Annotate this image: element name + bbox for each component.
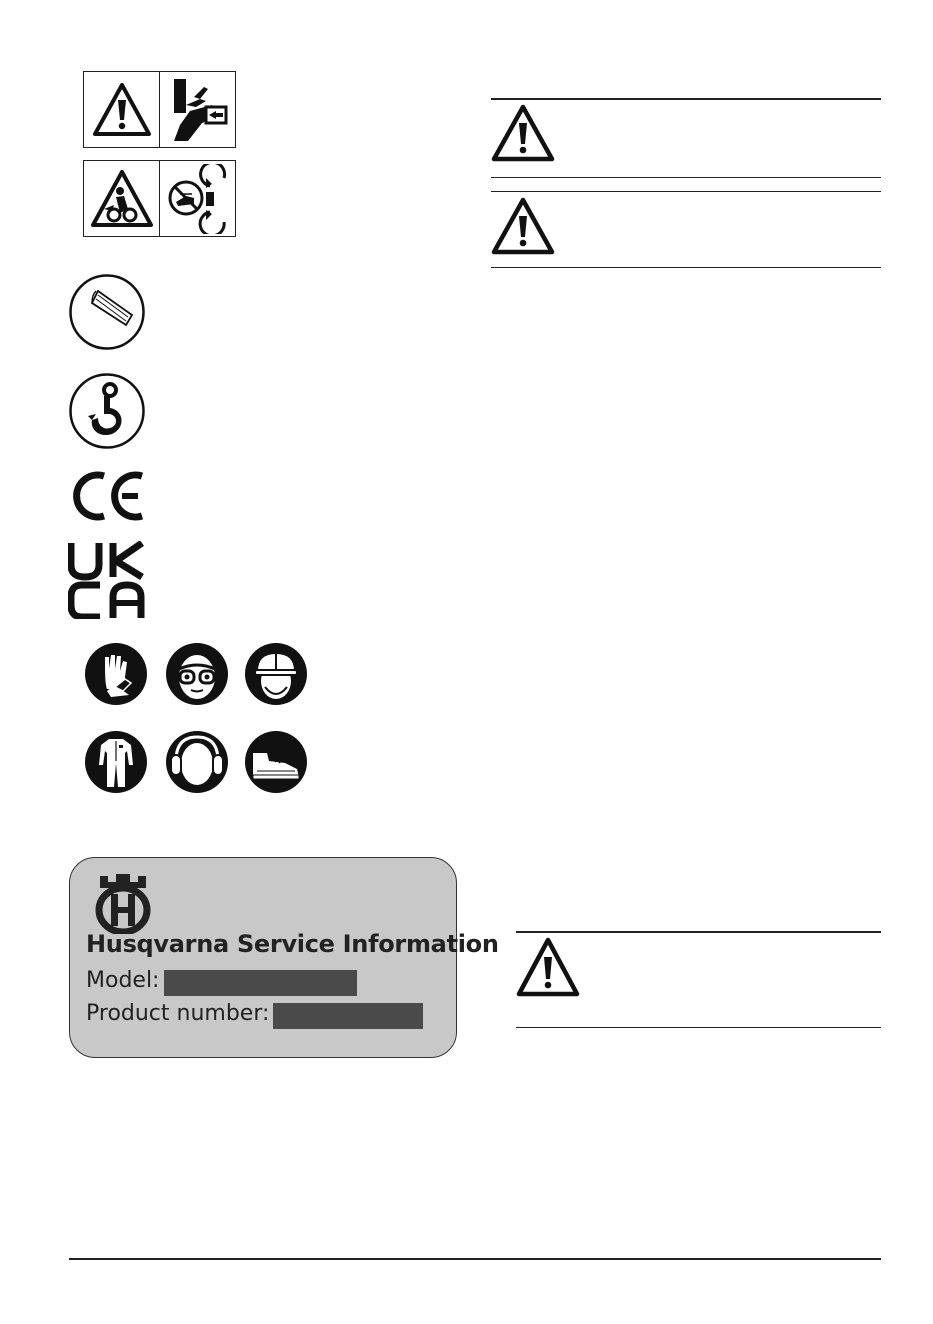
lifting-hook-icon <box>68 372 146 450</box>
warning-triangle-icon <box>491 104 555 162</box>
warning-box-1-bottom-rule <box>491 177 881 178</box>
service-plate-title: Husqvarna Service Information <box>86 930 499 958</box>
lifting-sling-icon <box>68 273 146 351</box>
protective-overall-icon <box>85 731 147 793</box>
ear-protection-icon <box>166 731 228 793</box>
warning-box-1-top-rule <box>491 98 881 100</box>
entanglement-hazard-icon <box>84 161 159 236</box>
hand-crush-hazard-icon <box>159 72 235 147</box>
warning-panel-crush <box>83 71 236 148</box>
protective-gloves-icon <box>85 643 147 705</box>
safety-helmet-icon <box>245 643 307 705</box>
ce-mark <box>68 470 146 522</box>
safety-boots-icon <box>245 731 307 793</box>
warning-triangle-icon <box>84 72 159 147</box>
husqvarna-crown-h-logo <box>94 872 152 934</box>
service-information-plate <box>69 857 499 1058</box>
product-number-label: Product number: <box>86 1001 270 1026</box>
page-footer-rule <box>69 1258 881 1260</box>
warning-triangle-icon <box>491 197 555 255</box>
warning-box-2-bottom-rule <box>491 267 881 268</box>
product-number-field <box>273 1003 423 1029</box>
rotating-parts-no-hand-icon <box>159 161 235 236</box>
warning-panel-entanglement <box>83 160 236 237</box>
warning-box-3-bottom-rule <box>516 1027 881 1028</box>
model-label: Model: <box>86 968 160 993</box>
model-field <box>164 970 357 996</box>
ukca-mark <box>68 541 146 619</box>
warning-box-2-top-rule <box>491 191 881 192</box>
warning-triangle-icon <box>516 937 580 997</box>
warning-box-3-top-rule <box>516 931 881 933</box>
safety-glasses-icon <box>166 643 228 705</box>
